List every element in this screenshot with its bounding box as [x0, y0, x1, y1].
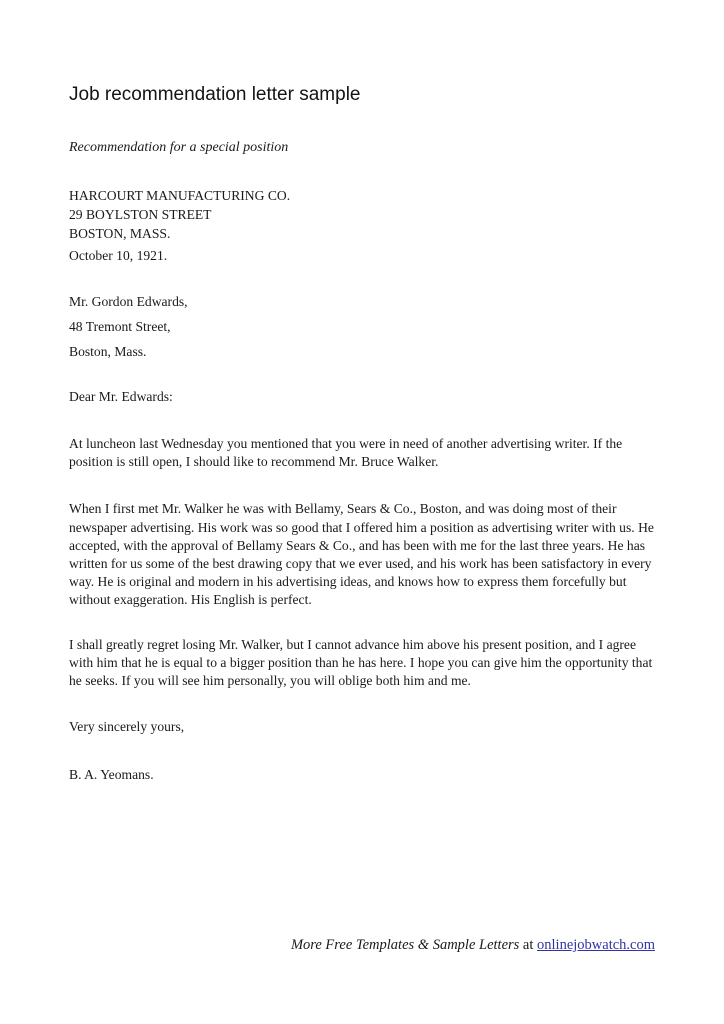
signature-name: B. A. Yeomans.: [69, 767, 154, 783]
sender-city: BOSTON, MASS.: [69, 226, 171, 241]
letter-date: October 10, 1921.: [69, 248, 168, 263]
footer-connector: at: [522, 937, 534, 953]
footer-tagline: More Free Templates & Sample Letters: [290, 937, 520, 953]
closing-line: Very sincerely yours,: [69, 719, 185, 735]
footer: [291, 936, 655, 954]
body-paragraph-2: When I first met Mr. Walker he was with Bellamy, Sears & Co., Boston, and was doing most of their newspaper advertising. His work was so good that I offered him a position as advertising writer with us. He accepted, with the approval of Bellamy Sears & Co., and has been with me for the last three years. He has written for us some of the best drawing copy that we ever used, and his work has been satisfactory in every way. He is original and modern in his advertising ideas, and knows how to express them forcefully but without exaggeration. His English is perfect.: [69, 501, 654, 608]
salutation: Dear Mr. Edwards:: [69, 389, 173, 404]
sender-street: 29 BOYLSTON STREET: [69, 207, 212, 222]
body-paragraph-1: At luncheon last Wednesday you mentioned that you were in need of another advertising writer. If the position is still open, I should like to recommend Mr. Bruce Walker.: [69, 436, 623, 470]
recipient-name: Mr. Gordon Edwards,: [69, 294, 188, 309]
recipient-city: Boston, Mass.: [69, 344, 147, 359]
recipient-street: 48 Tremont Street,: [69, 319, 171, 334]
letter-subject: Recommendation for a special position: [69, 140, 289, 155]
recipient-address-block: [69, 292, 658, 361]
sender-company: HARCOURT MANUFACTURING CO.: [69, 188, 291, 203]
page-title: Job recommendation letter sample: [69, 84, 361, 105]
sender-address-block: [69, 186, 658, 243]
body-paragraph-3: I shall greatly regret losing Mr. Walker, but I cannot advance him above his present position, and I agree with him that he is equal to a bigger position than he has here. I hope you can give him the opportunity that he seeks. If you will see him personally, you will oblige both him and me.: [69, 636, 653, 689]
footer-site-link[interactable]: onlinejobwatch.com: [537, 937, 655, 953]
